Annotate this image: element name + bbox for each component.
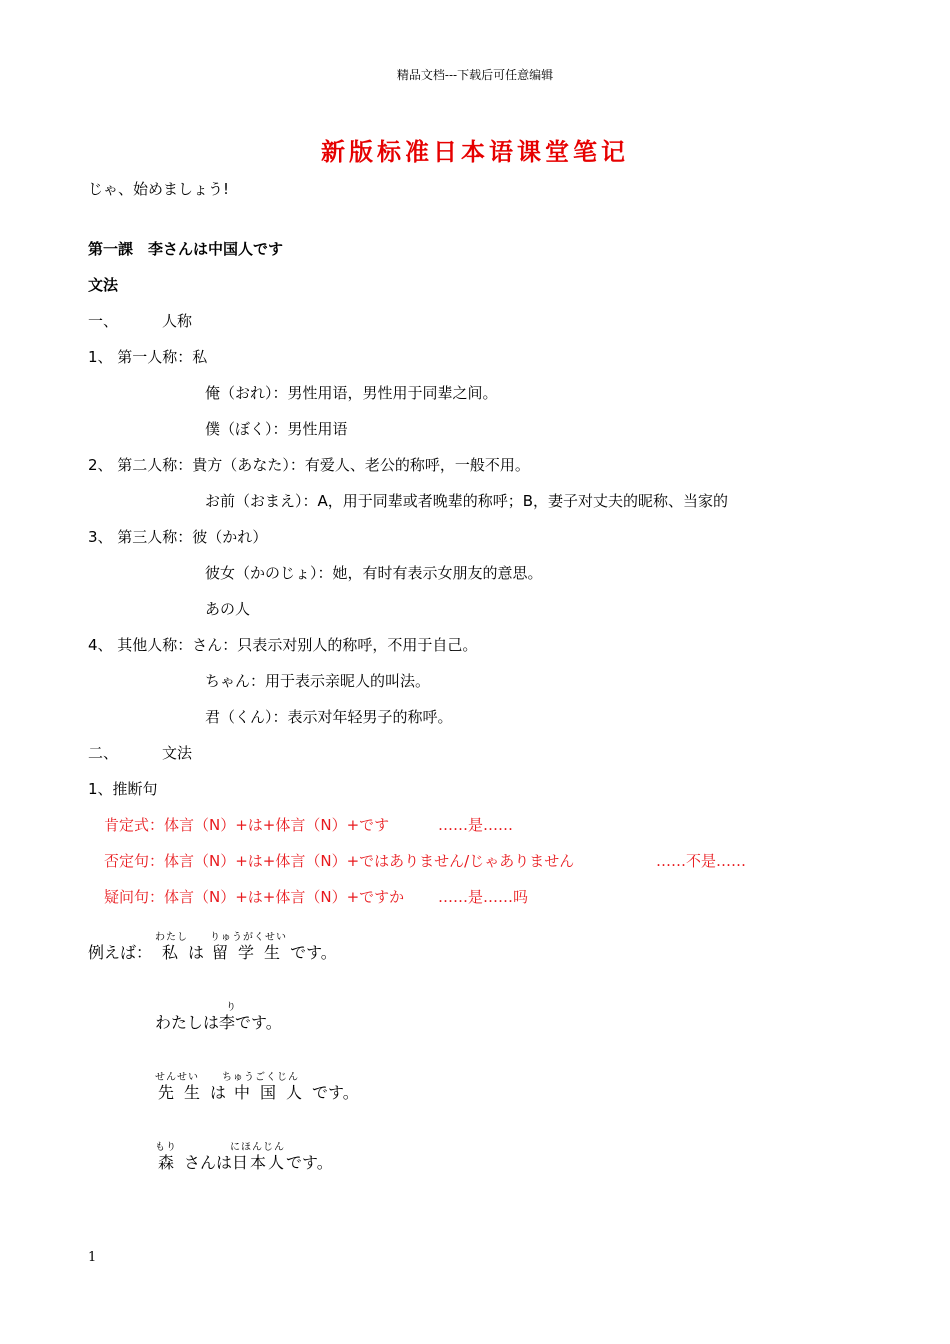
ex2-base-ri: 李 (219, 1013, 236, 1032)
rule-question-meaning: ……是……吗 (438, 888, 529, 906)
rule-affirmative: 肯定式：体言（N）+は+体言（N）+です (104, 816, 390, 834)
person-1b: 僕（ぼく）：男性用语 (205, 420, 348, 438)
person-1a: 俺（おれ）：男性用语，男性用于同辈之间。 (205, 384, 498, 402)
ex1-ruby-watashi: わたし (155, 932, 188, 943)
ex1-particle: は (188, 943, 205, 962)
part1-heading (88, 310, 192, 331)
person-3: 3、 第三人称：彼（かれ） (88, 528, 268, 546)
ex3-base-chuugokujin: 中国人 (234, 1083, 313, 1102)
ex1-base-ryuugakusei: 留学生 (212, 943, 291, 962)
person-1: 1、 第一人称：私 (88, 348, 208, 366)
person-3b: あの人 (205, 600, 251, 618)
person-2: 2、 第二人称：貴方（あなた）：有爱人、老公的称呼，一般不用。 (88, 456, 530, 474)
example-4 (158, 1150, 333, 1173)
document-title: 新版标准日本语课堂笔记 (321, 137, 629, 166)
person-4b: 君（くん）：表示对年轻男子的称呼。 (205, 708, 453, 726)
ex4-tail: です。 (286, 1153, 333, 1172)
ex4-base-mori: 森 (158, 1153, 185, 1172)
page-number: 1 (88, 1250, 97, 1265)
ex4-base-nihonjin: 日本人 (232, 1153, 287, 1172)
intro-line: じゃ、始めましょう! (88, 180, 230, 198)
section-grammar: 文法 (88, 276, 119, 294)
ex2-tail: です。 (235, 1013, 282, 1032)
part1-label: 人称 (162, 312, 193, 330)
part1-number: 一、 (88, 312, 119, 330)
ex1-base-watashi: 私 (162, 943, 189, 962)
page-header: 精品文档---下载后可任意编辑 (396, 68, 554, 82)
sub-heading-inference: 1、推断句 (88, 780, 158, 798)
ex3-ruby-chuugokujin: ちゅうごくじん (222, 1072, 299, 1083)
person-2a: お前（おまえ）：A，用于同辈或者晚辈的称呼；B，妻子对丈夫的昵称、当家的 (205, 492, 729, 510)
person-4: 4、 其他人称：さん：只表示对别人的称呼，不用于自己。 (88, 636, 478, 654)
ex1-tail: です。 (290, 943, 337, 962)
example-2 (155, 1010, 282, 1033)
examples-label: 例えば： (88, 943, 153, 962)
part2-label: 文法 (162, 744, 193, 762)
ex4-mid: さんは (184, 1153, 233, 1172)
ex4-ruby-nihonjin: にほんじん (230, 1142, 285, 1153)
ex2-ruby-ri: り (226, 1002, 237, 1013)
person-4a: ちゃん：用于表示亲昵人的叫法。 (205, 672, 431, 690)
part2-heading (88, 742, 192, 763)
rule-question: 疑问句：体言（N）+は+体言（N）+ですか (104, 888, 405, 906)
example-3 (158, 1080, 359, 1103)
example-1 (88, 940, 337, 963)
lesson-title: 第一課 李さんは中国人です (88, 240, 284, 258)
rule-affirmative-meaning: ……是…… (438, 816, 514, 834)
rule-negative: 否定句：体言（N）+は+体言（N）+ではありません/じゃありません (104, 852, 575, 870)
ex3-base-sensei: 先生 (158, 1083, 211, 1102)
rule-negative-meaning: ……不是…… (656, 852, 747, 870)
part2-number: 二、 (88, 744, 119, 762)
ex3-particle: は (210, 1083, 227, 1102)
ex4-ruby-mori: もり (155, 1142, 177, 1153)
ex2-pre: わたしは (155, 1013, 220, 1032)
person-3a: 彼女（かのじょ）：她，有时有表示女朋友的意思。 (205, 564, 543, 582)
ex3-tail: です。 (312, 1083, 359, 1102)
ex3-ruby-sensei: せんせい (155, 1072, 199, 1083)
ex1-ruby-ryuugakusei: りゅうがくせい (210, 932, 287, 943)
